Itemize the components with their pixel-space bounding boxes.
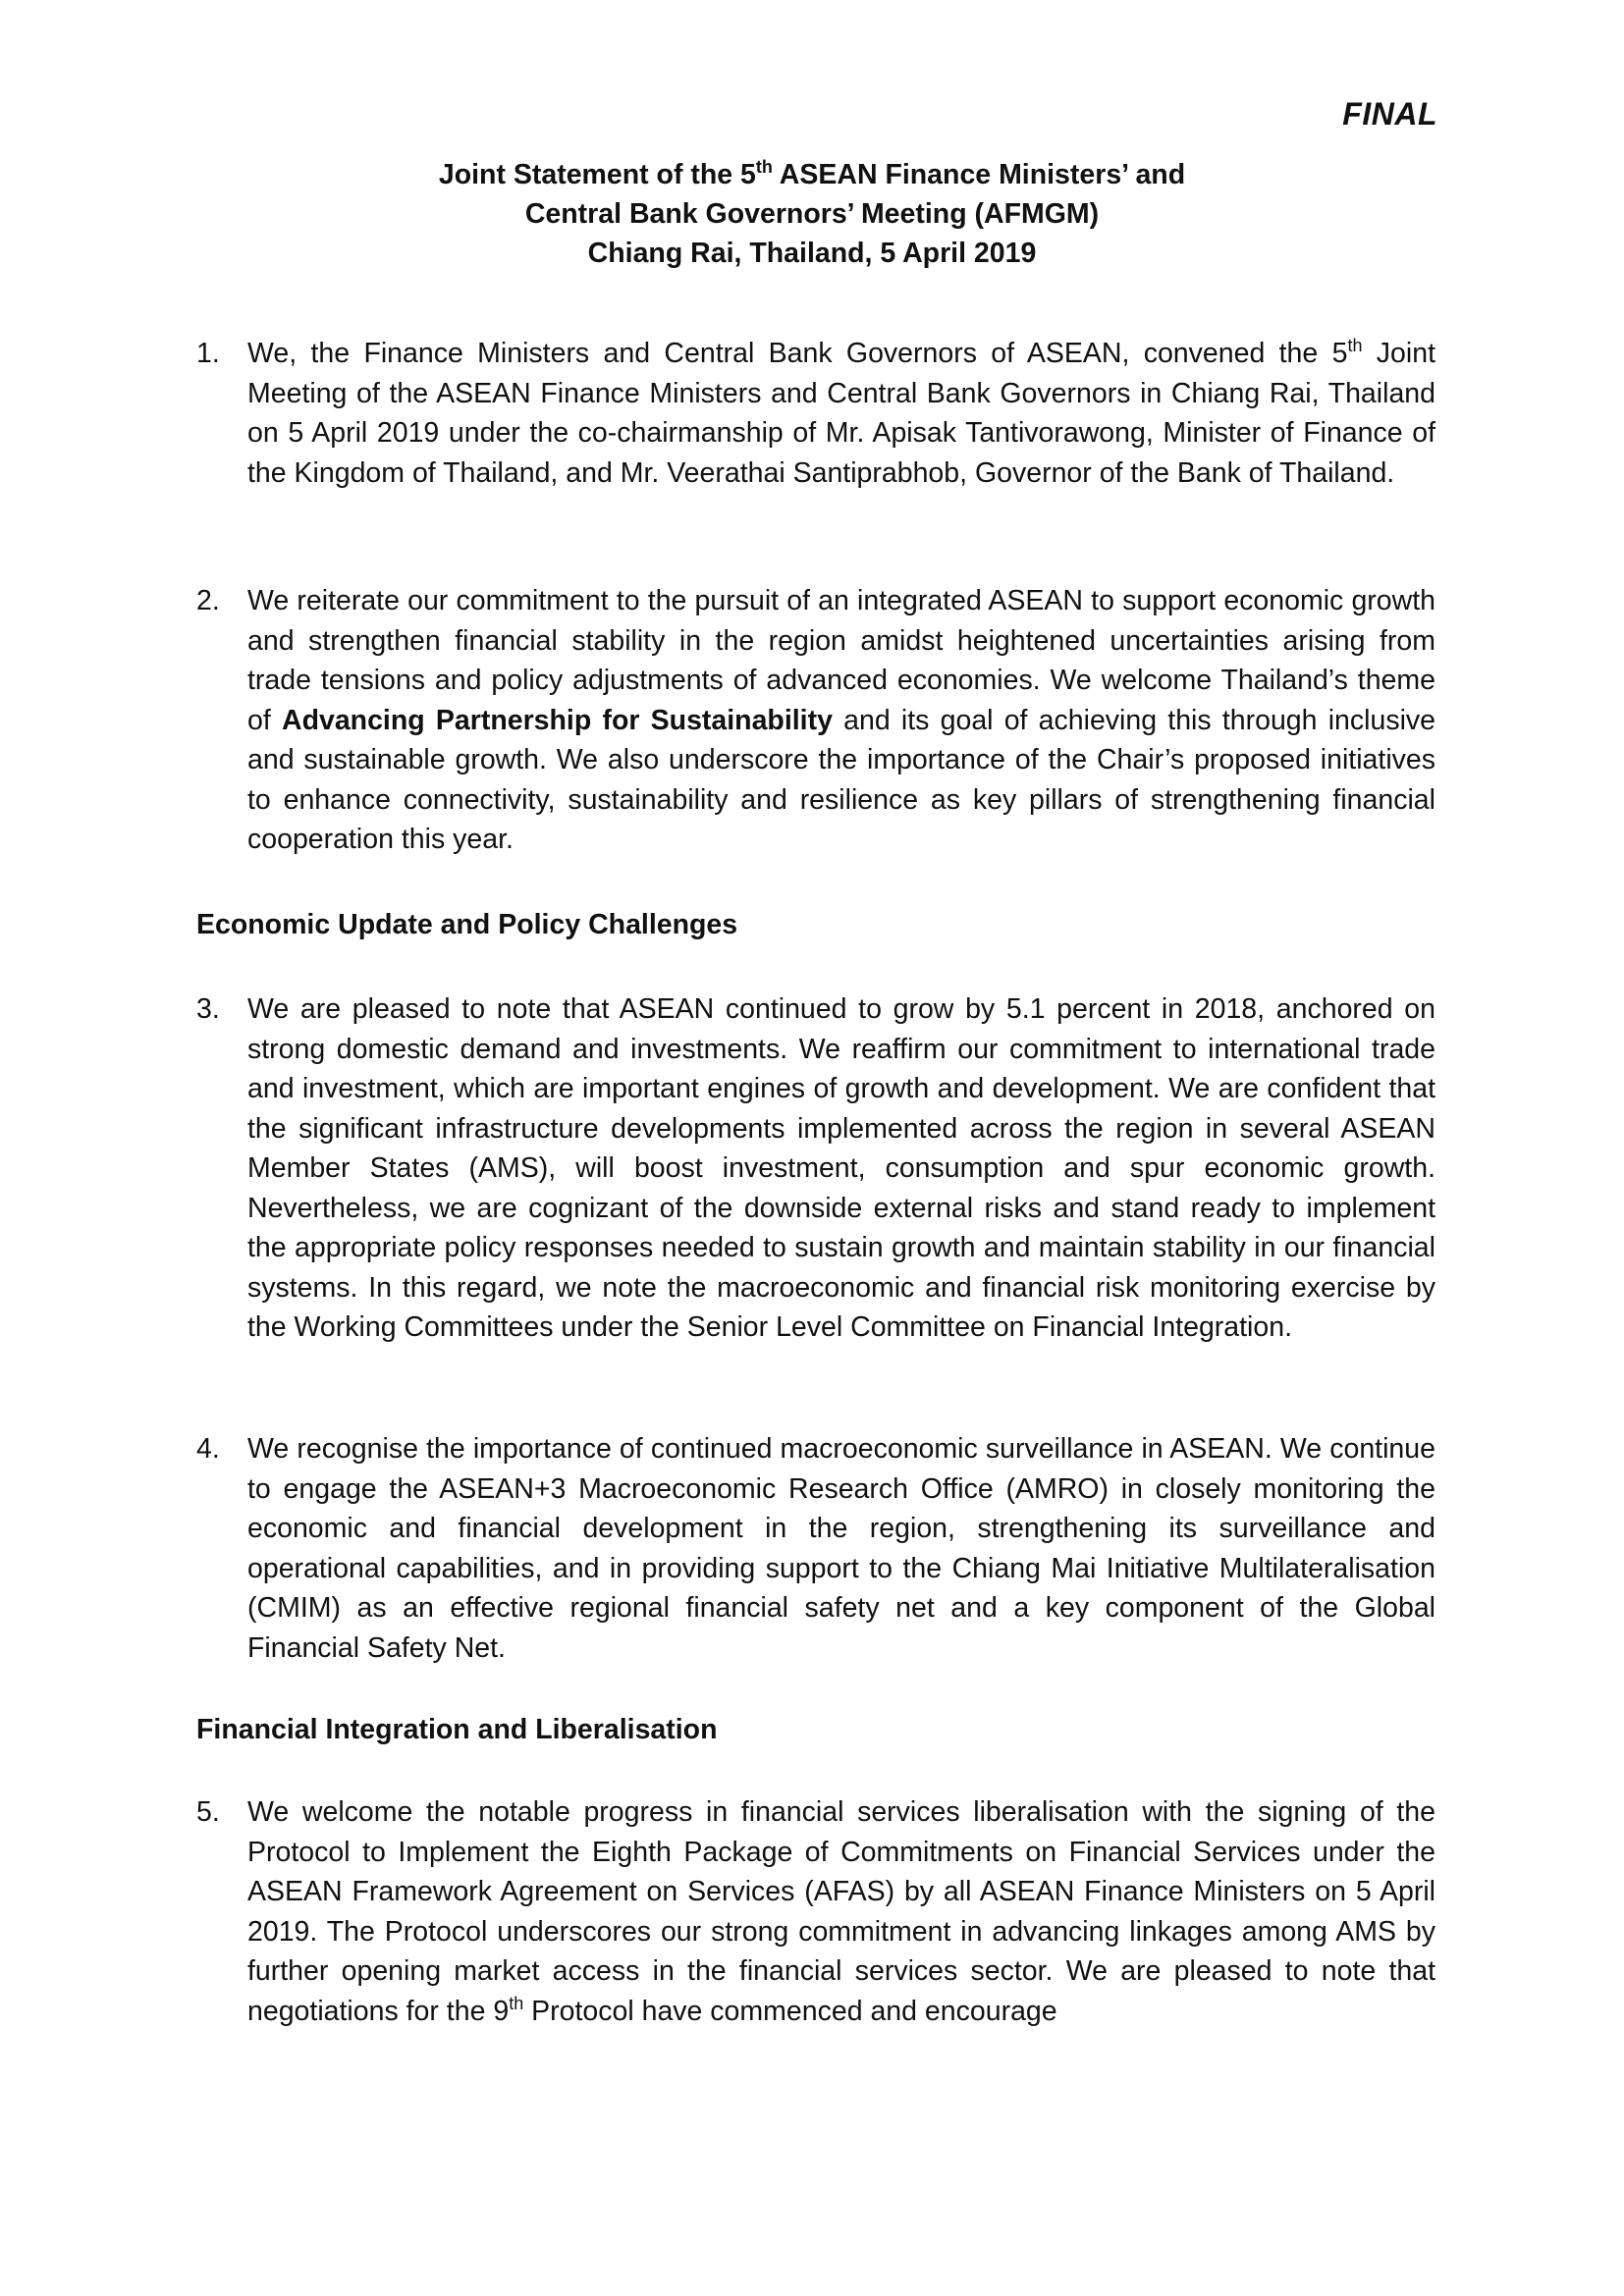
paragraph-number: 2.: [196, 585, 220, 616]
paragraph-text: We recognise the importance of continued macroeconomic surveillance in ASEAN. We continue to engage the ASEAN+3 Macroeconomic Research Office (AMRO) in closely monitoring the economic and financial development in the region, strengthening its surveillance and operational capabilities, and in providing support to the Chiang Mai Initiative Multilateralisation (CMIM) as an effective regional financial safety net and a key component of the Global Financial Safety Net.: [247, 1433, 1435, 1664]
section-heading-integration: Financial Integration and Liberalisation: [196, 1714, 718, 1745]
theme-emphasis: Advancing Partnership for Sustainability: [281, 704, 833, 736]
paragraph-number: 5.: [196, 1796, 220, 1828]
document-title: [0, 155, 1624, 273]
title-line-3: Chiang Rai, Thailand, 5 April 2019: [587, 238, 1037, 269]
paragraph-text-pre: We welcome the notable progress in financial services liberalisation with the signing of the Protocol to Implement the Eighth Package of Commitments on Financial Services under the ASEAN Framework Agreement on Services (AFAS) by all ASEAN Finance Ministers on 5 April 2019. The Protocol underscores our strong commitment in advancing linkages among AMS by further opening market access in the financial services sector. We are pleased to note that negotiations for the 9: [247, 1796, 1435, 2027]
title-line-1-pre: Joint Statement of the 5: [438, 159, 756, 190]
paragraph-text-pre: We reiterate our commitment to the pursuit of an integrated ASEAN to support economic growth and strengthen financial stability in the region amidst heightened uncertainties arising from trade tensions and policy adjustments of advanced economies. We welcome Thailand’s theme of: [247, 585, 1435, 736]
paragraph-number: 3.: [196, 993, 220, 1025]
paragraph-text-post: and its goal of achieving this through inclusive and sustainable growth. We also underscore the importance of the Chair’s proposed initiatives to enhance connectivity, sustainability and resilience as key pillars of strengthening financial cooperation this year.: [247, 704, 1436, 855]
paragraph-text-post: Protocol have commenced and encourage: [523, 1995, 1057, 2027]
paragraph-number: 4.: [196, 1433, 220, 1465]
paragraph-number: 1.: [196, 338, 220, 369]
paragraph-text: [247, 334, 1435, 493]
title-line-1: [0, 155, 1624, 194]
paragraph-1: [196, 334, 1435, 493]
paragraph-text: [247, 581, 1435, 860]
paragraph-text: [247, 1792, 1435, 2031]
title-line-1-sup: th: [755, 157, 773, 177]
paragraph-3: [196, 989, 1435, 1348]
paragraph-text-pre: We, the Finance Ministers and Central Bank Governors of ASEAN, convened the 5: [247, 338, 1348, 369]
title-line-2: Central Bank Governors’ Meeting (AFMGM): [524, 198, 1100, 230]
paragraph-text: We are pleased to note that ASEAN continued to grow by 5.1 percent in 2018, anchored on strong domestic demand and investments. We reaffirm our commitment to international trade and investment, which are important engines of growth and development. We are confident that the significant infrastructure developments implemented across the region in several ASEAN Member States (AMS), will boost investment, consumption and spur economic growth. Nevertheless, we are cognizant of the downside external risks and stand ready to implement the appropriate policy responses needed to sustain growth and maintain stability in our financial systems. In this regard, we note the macroeconomic and financial risk monitoring exercise by the Working Committees under the Senior Level Committee on Financial Integration.: [247, 993, 1435, 1343]
paragraph-text-sup: th: [1347, 336, 1363, 355]
paragraph-text-sup: th: [509, 1993, 524, 2013]
paragraph-text-post: Joint Meeting of the ASEAN Finance Ministers and Central Bank Governors in Chiang Rai, Thailand on 5 April 2019 under the co-chairmanship of Mr. Apisak Tantivorawong, Minister of Finance of the Kingdom of Thailand, and Mr. Veerathai Santiprabhob, Governor of the Bank of Thailand.: [247, 338, 1436, 489]
title-line-1-post: ASEAN Finance Ministers’ and: [772, 159, 1186, 190]
final-stamp: FINAL: [1342, 96, 1437, 132]
paragraph-5: [196, 1792, 1435, 2031]
paragraph-2: [196, 581, 1435, 860]
section-heading-economic: Economic Update and Policy Challenges: [196, 909, 738, 940]
paragraph-4: [196, 1429, 1435, 1668]
